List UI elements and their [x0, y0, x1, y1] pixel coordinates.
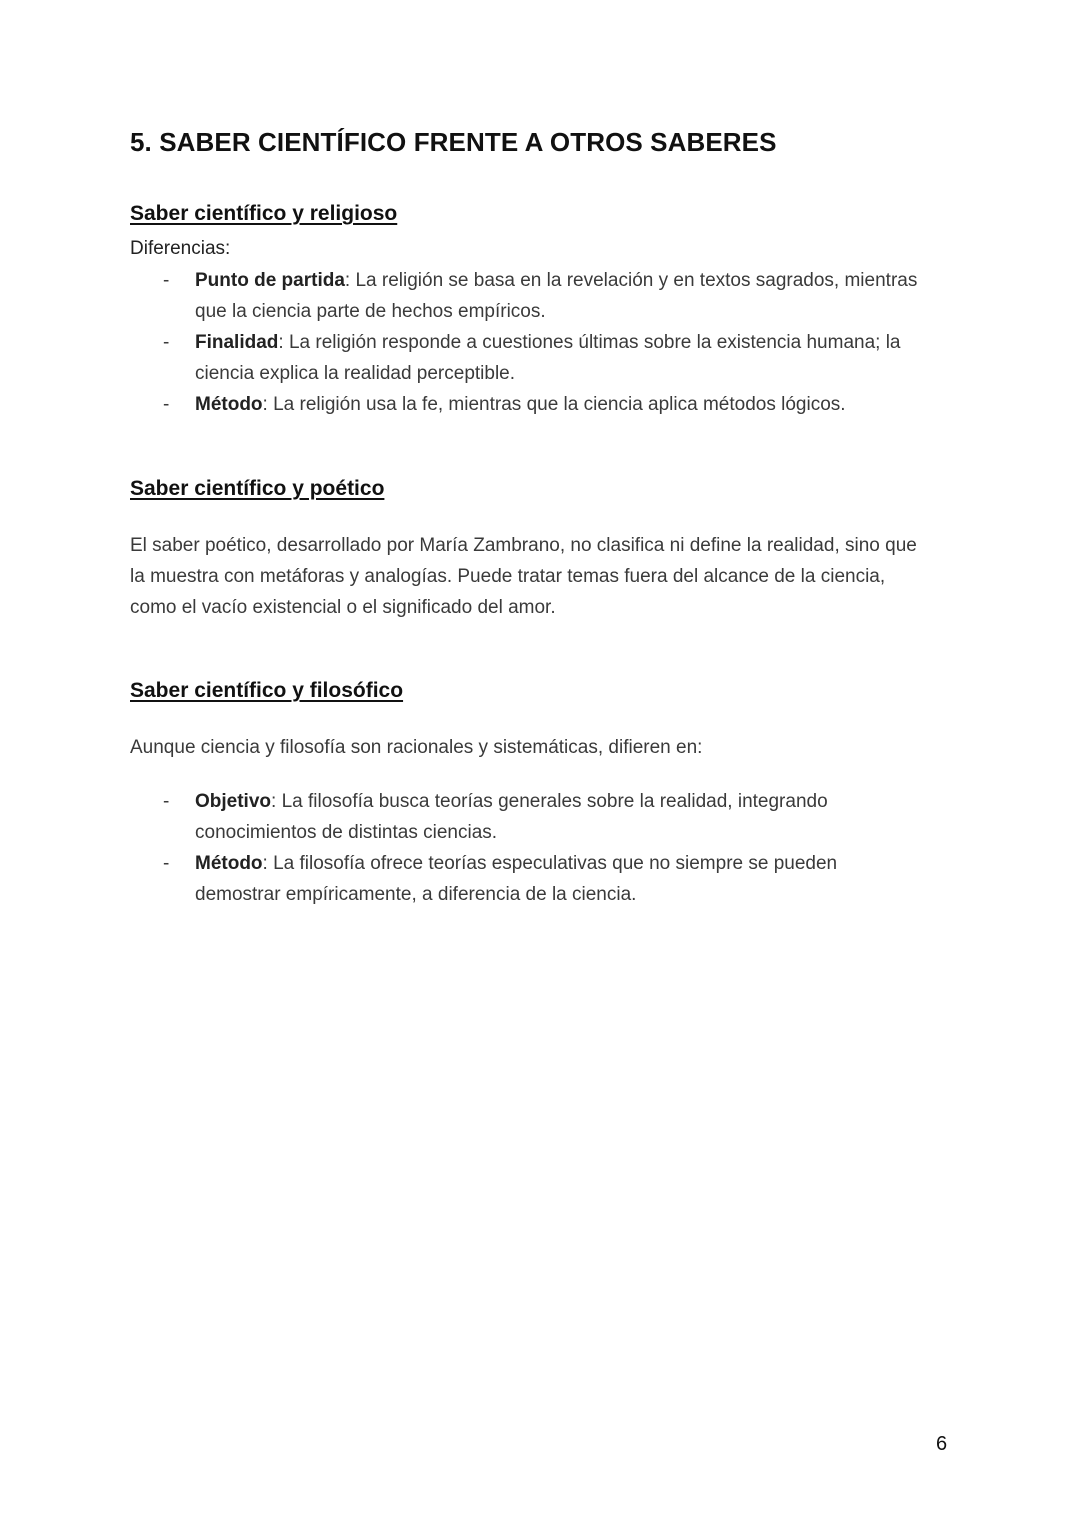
list-item-text: : La filosofía busca teorías generales sobre la realidad, integrando conocimientos de distintas ciencias.	[195, 791, 828, 843]
dash-bullet: -	[163, 791, 170, 812]
section-heading-poetico: Saber científico y poético	[130, 477, 385, 500]
list-item-text: : La religión responde a cuestiones últimas sobre la existencia humana; la ciencia explica la realidad perceptible.	[195, 332, 901, 384]
section-intro-religioso: Diferencias:	[130, 238, 231, 259]
list-item-term: Método	[195, 853, 263, 874]
dash-bullet: -	[163, 270, 170, 291]
list-filosofico	[130, 786, 920, 910]
list-item-term: Punto de partida	[195, 270, 345, 291]
dash-bullet: -	[163, 853, 170, 874]
page-number: 6	[936, 1433, 948, 1455]
list-item-text: : La filosofía ofrece teorías especulativas que no siempre se pueden demostrar empíricamente, a diferencia de la ciencia.	[195, 853, 838, 905]
section-paragraph-poetico: El saber poético, desarrollado por María Zambrano, no clasifica ni define la realidad, sino que la muestra con metáforas y analogías. Puede tratar temas fuera del alcance de la ciencia, como el vacío existencial o el significado del amor.	[130, 535, 917, 618]
list-item	[130, 327, 940, 389]
list-item-text: : La religión usa la fe, mientras que la ciencia aplica métodos lógicos.	[262, 394, 846, 415]
list-item	[130, 786, 920, 848]
list-item	[130, 389, 940, 420]
section-heading-filosofico: Saber científico y filosófico	[130, 679, 404, 702]
list-item-term: Objetivo	[195, 791, 272, 812]
list-item-term: Finalidad	[195, 332, 279, 353]
section-heading-religioso: Saber científico y religioso	[130, 202, 398, 225]
list-religioso	[130, 265, 940, 420]
page-title: 5. SABER CIENTÍFICO FRENTE A OTROS SABERES	[130, 127, 777, 157]
dash-bullet: -	[163, 332, 170, 353]
list-item-term: Método	[195, 394, 263, 415]
list-item	[130, 848, 920, 910]
list-item	[130, 265, 940, 327]
section-intro-filosofico: Aunque ciencia y filosofía son racionales y sistemáticas, difieren en:	[130, 737, 703, 758]
list-item-text: : La religión se basa en la revelación y en textos sagrados, mientras que la ciencia parte de hechos empíricos.	[195, 270, 918, 322]
dash-bullet: -	[163, 394, 170, 415]
